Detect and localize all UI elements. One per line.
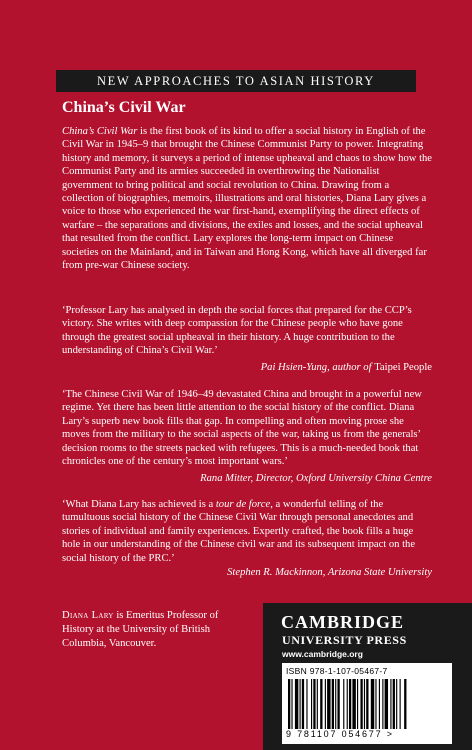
quote-1: ‘Professor Lary has analysed in depth the social forces that prepared for the CCP’s victory. She writes with deep compassion for the Chinese people who have gone through the greatest social upheaval in their history. A huge contribution to the understanding of China’s Civil War.’ [62,305,412,357]
publisher-panel [263,603,472,750]
book-title: China’s Civil War [62,99,186,116]
description-title-italic: China’s Civil War [62,126,138,137]
quote-2-attribution: Rana Mitter, Director, Oxford University China Centre [200,473,432,484]
publisher-name: CAMBRIDGE [281,612,405,632]
quote-1-attribution-work: Taipei People [374,362,432,373]
isbn-label: ISBN 978-1-107-05467-7 [286,666,388,676]
barcode-digits: 9 781107 054677 [286,729,383,739]
quote-3-attribution: Stephen R. Mackinnon, Arizona State University [227,567,432,578]
quote-1-attribution-name: Pai Hsien-Yung, author of [260,362,375,373]
publisher-url: www.cambridge.org [282,649,363,659]
author-bio-text: is Emeritus Professor of History at the University of British Columbia, Vancouver. [62,610,219,649]
barcode-number [286,729,394,739]
quote-3 [62,498,432,565]
series-title: NEW APPROACHES TO ASIAN HISTORY [97,73,375,88]
quote-1-attribution [62,361,432,374]
author-name: Diana Lary [62,610,114,621]
quote-3-text-after: , a wonderful telling of the tumultuous social history of the Chinese Civil War through personal anecdotes and stories of individual and family experiences. Expertly crafted, the book fills a huge hole in our understanding of the Chinese civil war and its subsequent impact on the social history of the PRC.’ [62,499,416,564]
description-text: is the first book of its kind to offer a social history in English of the Civil War in 1945–9 that brought the Chinese Communist Party to power. Integrating history and memory, it surveys a period of intense upheaval and chaos to show how the Communist Party and its armies succeeded in overthrowing the Nationalist government to bring political and social revolution to China. Drawing from a collection of biographies, memoirs, illustrations and oral histories, Diana Lary gives a voice to those who experienced the war first-hand, exemplifying the direct effects of warfare – the separations and divisions, the exiles and losses, and the social upheaval that resulted from the conflict. Lary explores the long-term impact on Chinese societies on the Mainland, and in Taiwan and Hong Kong, which have all diverged far from pre-war Chinese society. [62,126,433,272]
book-description [62,125,432,272]
author-bio [62,609,242,651]
barcode-icon [286,679,448,729]
quote-2: ‘The Chinese Civil War of 1946–49 devastated China and brought in a powerful new regime. Yet there has been little attention to the social history of the conflict. Diana Lary’s superb new book fills that gap. In compelling and often moving prose she moves from the military to the social aspects of the war, taking us from the generals’ decision rooms to the streets packed with refugees. This is a much-needed book that chronicles one of the century’s most important wars.’ [62,389,422,468]
publisher-press: UNIVERSITY PRESS [282,633,407,647]
quote-3-text-before: ‘What Diana Lary has achieved is a [62,499,216,510]
quote-3-text-italic: tour de force [215,499,271,510]
series-banner [56,70,416,92]
barcode-suffix: > [386,729,394,739]
barcode-area [282,663,452,744]
